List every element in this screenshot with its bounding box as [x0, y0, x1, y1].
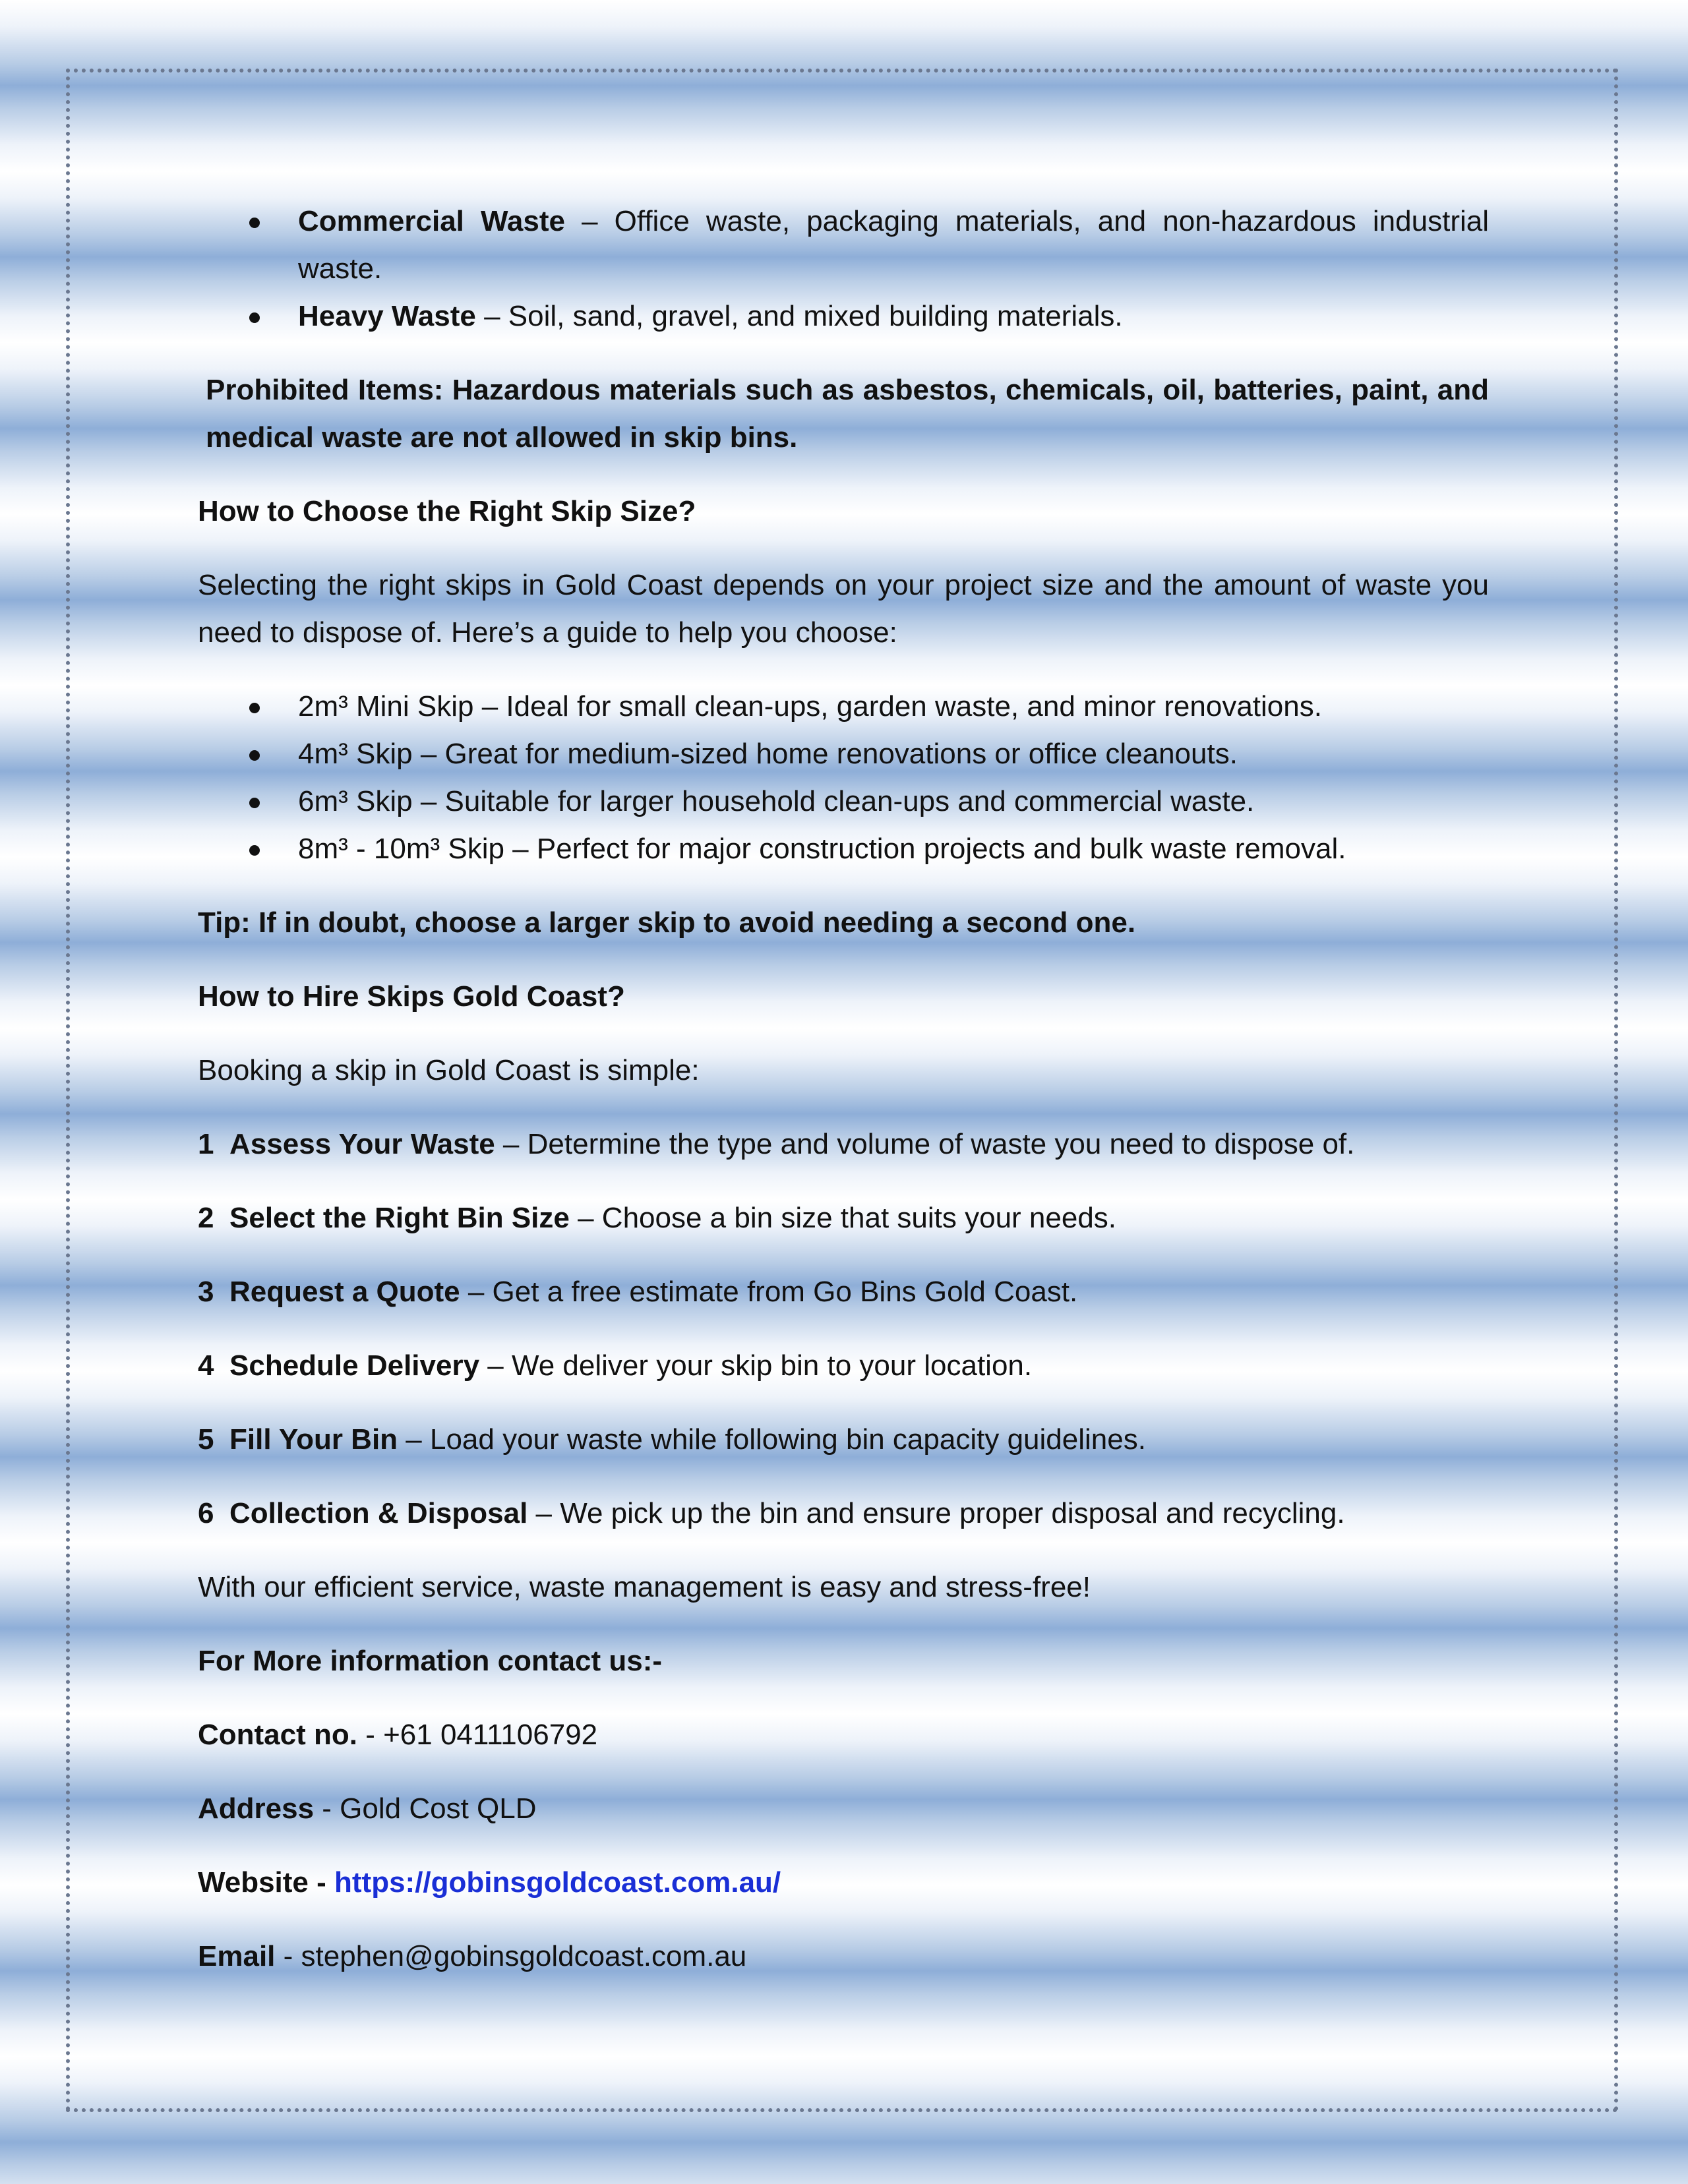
step-desc: – Get a free estimate from Go Bins Gold Coast.	[460, 1276, 1078, 1308]
item-desc: – Soil, sand, gravel, and mixed building materials.	[475, 300, 1123, 332]
step-item	[198, 1416, 1489, 1463]
email-label: Email	[198, 1940, 276, 1972]
choose-heading: How to Choose the Right Skip Size?	[198, 495, 696, 527]
contact-phone	[198, 1711, 1489, 1759]
step-title: Request a Quote	[229, 1276, 460, 1308]
list-item	[298, 198, 1489, 293]
step-desc: – Choose a bin size that suits your needs.	[569, 1202, 1117, 1234]
step-title: Select the Right Bin Size	[229, 1202, 570, 1234]
list-item: 4m³ Skip – Great for medium-sized home renovations or office cleanouts.	[298, 730, 1489, 778]
step-number: 5	[198, 1423, 214, 1456]
item-title: Heavy Waste	[298, 300, 476, 332]
step-item	[198, 1268, 1489, 1316]
step-number: 4	[198, 1349, 214, 1382]
contact-address	[198, 1785, 1489, 1833]
list-item: 6m³ Skip – Suitable for larger household clean-ups and commercial waste.	[298, 778, 1489, 825]
step-item	[198, 1195, 1489, 1242]
item-title: Commercial Waste	[298, 205, 565, 237]
contact-email	[198, 1933, 1489, 1980]
phone-value: - +61 0411106792	[357, 1719, 598, 1751]
step-item	[198, 1121, 1489, 1168]
step-desc: – We pick up the bin and ensure proper disposal and recycling.	[528, 1497, 1345, 1529]
step-title: Assess Your Waste	[229, 1128, 495, 1160]
email-value: - stephen@gobinsgoldcoast.com.au	[275, 1940, 747, 1972]
document-body	[198, 198, 1489, 1980]
step-desc: – Load your waste while following bin capacity guidelines.	[398, 1423, 1146, 1456]
contact-website	[198, 1859, 1489, 1906]
prohibited-note: Prohibited Items: Hazardous materials such as asbestos, chemicals, oil, batteries, paint, and medical waste are not allowed in skip bins.	[206, 374, 1489, 454]
step-desc: – We deliver your skip bin to your location.	[479, 1349, 1033, 1382]
hire-intro: Booking a skip in Gold Coast is simple:	[198, 1054, 700, 1086]
step-title: Schedule Delivery	[229, 1349, 480, 1382]
website-label: Website	[198, 1866, 309, 1899]
website-link[interactable]: https://gobinsgoldcoast.com.au/	[334, 1866, 781, 1899]
list-item: 8m³ - 10m³ Skip – Perfect for major construction projects and bulk waste removal.	[298, 825, 1489, 873]
tip-text: Tip: If in doubt, choose a larger skip to avoid needing a second one.	[198, 906, 1136, 939]
step-desc: – Determine the type and volume of waste you need to dispose of.	[495, 1128, 1355, 1160]
step-item	[198, 1490, 1489, 1537]
contact-heading: For More information contact us:-	[198, 1645, 662, 1677]
step-number: 6	[198, 1497, 214, 1529]
list-item	[298, 293, 1489, 340]
step-item	[198, 1342, 1489, 1390]
step-number: 3	[198, 1276, 214, 1308]
step-title: Fill Your Bin	[229, 1423, 398, 1456]
choose-intro: Selecting the right skips in Gold Coast depends on your project size and the amount of waste you need to dispose of. Here’s a guide to help you choose:	[198, 569, 1489, 649]
step-number: 2	[198, 1202, 214, 1234]
skip-sizes-list	[198, 683, 1489, 873]
address-label: Address	[198, 1792, 315, 1825]
hire-heading: How to Hire Skips Gold Coast?	[198, 980, 625, 1013]
step-number: 1	[198, 1128, 214, 1160]
address-value: - Gold Cost QLD	[314, 1792, 537, 1825]
item-desc: – Office waste, packaging materials, and non-hazardous industrial waste.	[298, 205, 1489, 285]
phone-label: Contact no.	[198, 1719, 357, 1751]
step-title: Collection & Disposal	[229, 1497, 528, 1529]
waste-types-list	[198, 198, 1489, 340]
website-separator: -	[308, 1866, 335, 1899]
closing-text: With our efficient service, waste management is easy and stress-free!	[198, 1571, 1091, 1603]
list-item: 2m³ Mini Skip – Ideal for small clean-ups, garden waste, and minor renovations.	[298, 683, 1489, 730]
